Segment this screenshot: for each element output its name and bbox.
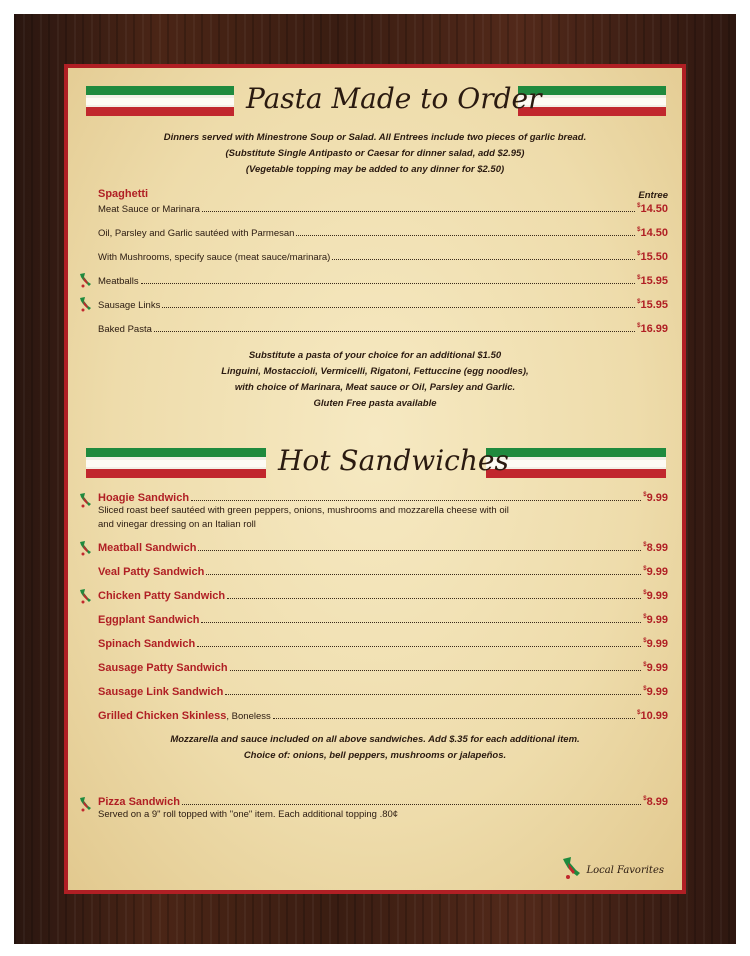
hoagie-description-1: Sliced roast beef sautéed with green peppers, onions, mushrooms and mozzarella cheese with oil <box>98 505 509 516</box>
item-name: Meatballs <box>98 276 139 287</box>
italy-map-icon <box>78 272 92 288</box>
wood-background <box>14 14 736 944</box>
menu-row <box>98 636 668 650</box>
italy-map-icon <box>78 492 92 508</box>
pasta-note-1: Dinners served with Minestrone Soup or Salad. All Entrees include two pieces of garlic bread. <box>163 132 587 143</box>
item-name: With Mushrooms, specify sauce (meat sauce/marinara) <box>98 252 331 263</box>
local-favorites-label: Local Favorites <box>586 865 664 876</box>
item-name: Pizza Sandwich <box>98 796 180 808</box>
local-favorites-icon <box>560 856 582 880</box>
menu-row <box>98 225 668 239</box>
item-name: Sausage Patty Sandwich <box>98 662 228 674</box>
menu-row <box>98 297 668 311</box>
menu-row <box>98 708 668 722</box>
menu-row <box>98 660 668 674</box>
item-price: $15.95 <box>637 275 668 287</box>
spaghetti-label: Spaghetti <box>98 188 149 200</box>
item-price: $15.95 <box>637 299 668 311</box>
menu-row <box>98 794 668 808</box>
item-price: $9.99 <box>643 662 668 674</box>
menu-row <box>98 684 668 698</box>
menu-row <box>98 201 668 215</box>
italian-flag-ribbon-left <box>86 448 266 478</box>
item-price: $9.99 <box>643 638 668 650</box>
item-price: $8.99 <box>643 796 668 808</box>
item-name: Sausage Link Sandwich <box>98 686 224 698</box>
item-name: Meatball Sandwich <box>98 542 197 554</box>
menu-row <box>98 273 668 287</box>
item-name: Spinach Sandwich <box>98 638 196 650</box>
item-name: Oil, Parsley and Garlic sautéed with Parmesan <box>98 228 295 239</box>
item-name: Hoagie Sandwich <box>98 492 190 504</box>
italy-map-icon <box>78 796 92 812</box>
hoagie-description-2: and vinegar dressing on an Italian roll <box>98 519 256 530</box>
item-price: $14.50 <box>637 203 668 215</box>
item-price: $9.99 <box>643 614 668 626</box>
sandwich-note-2: Choice of: onions, bell peppers, mushrooms or jalapeños. <box>243 750 507 761</box>
item-price: $14.50 <box>637 227 668 239</box>
pizza-description: Served on a 9" roll topped with "one" item. Each additional topping .80¢ <box>98 809 399 820</box>
item-name: Sausage Links <box>98 300 161 311</box>
substitute-note-1: Substitute a pasta of your choice for an additional $1.50 <box>248 350 502 361</box>
item-name: Eggplant Sandwich <box>98 614 200 626</box>
item-price: $9.99 <box>643 686 668 698</box>
menu-row <box>98 540 668 554</box>
substitute-note-2: Linguini, Mostaccioli, Vermicelli, Rigatoni, Fettuccine (egg noodles), <box>221 366 529 377</box>
sandwiches-section-title: Hot Sandwiches <box>278 444 509 477</box>
item-name: Baked Pasta <box>98 324 152 335</box>
item-price: $10.99 <box>637 710 668 722</box>
pasta-note-2: (Substitute Single Antipasto or Caesar for dinner salad, add $2.95) <box>225 148 525 159</box>
item-price: $9.99 <box>643 566 668 578</box>
item-name: Meat Sauce or Marinara <box>98 204 200 215</box>
substitute-note-4: Gluten Free pasta available <box>313 398 437 409</box>
item-name: Grilled Chicken Skinless, Boneless <box>98 710 271 722</box>
sandwich-note-1: Mozzarella and sauce included on all above sandwiches. Add $.35 for each additional item. <box>170 734 580 745</box>
menu-row <box>98 612 668 626</box>
item-price: $15.50 <box>637 251 668 263</box>
item-name: Veal Patty Sandwich <box>98 566 205 578</box>
item-name: Chicken Patty Sandwich <box>98 590 226 602</box>
item-price: $16.99 <box>637 323 668 335</box>
menu-page <box>64 64 686 894</box>
item-price: $9.99 <box>643 492 668 504</box>
menu-row <box>98 249 668 263</box>
menu-row <box>98 564 668 578</box>
menu-row <box>98 321 668 335</box>
pasta-note-3: (Vegetable topping may be added to any dinner for $2.50) <box>245 164 505 175</box>
menu-row <box>98 588 668 602</box>
italian-flag-ribbon-right <box>486 448 666 478</box>
pasta-section-title: Pasta Made to Order <box>246 82 542 115</box>
entree-column-label: Entree <box>638 190 668 201</box>
item-price: $9.99 <box>643 590 668 602</box>
italy-map-icon <box>78 540 92 556</box>
item-price: $8.99 <box>643 542 668 554</box>
italian-flag-ribbon-left <box>86 86 234 116</box>
substitute-note-3: with choice of Marinara, Meat sauce or Oil, Parsley and Garlic. <box>234 382 516 393</box>
italy-map-icon <box>78 296 92 312</box>
italy-map-icon <box>78 588 92 604</box>
menu-row <box>98 490 668 504</box>
